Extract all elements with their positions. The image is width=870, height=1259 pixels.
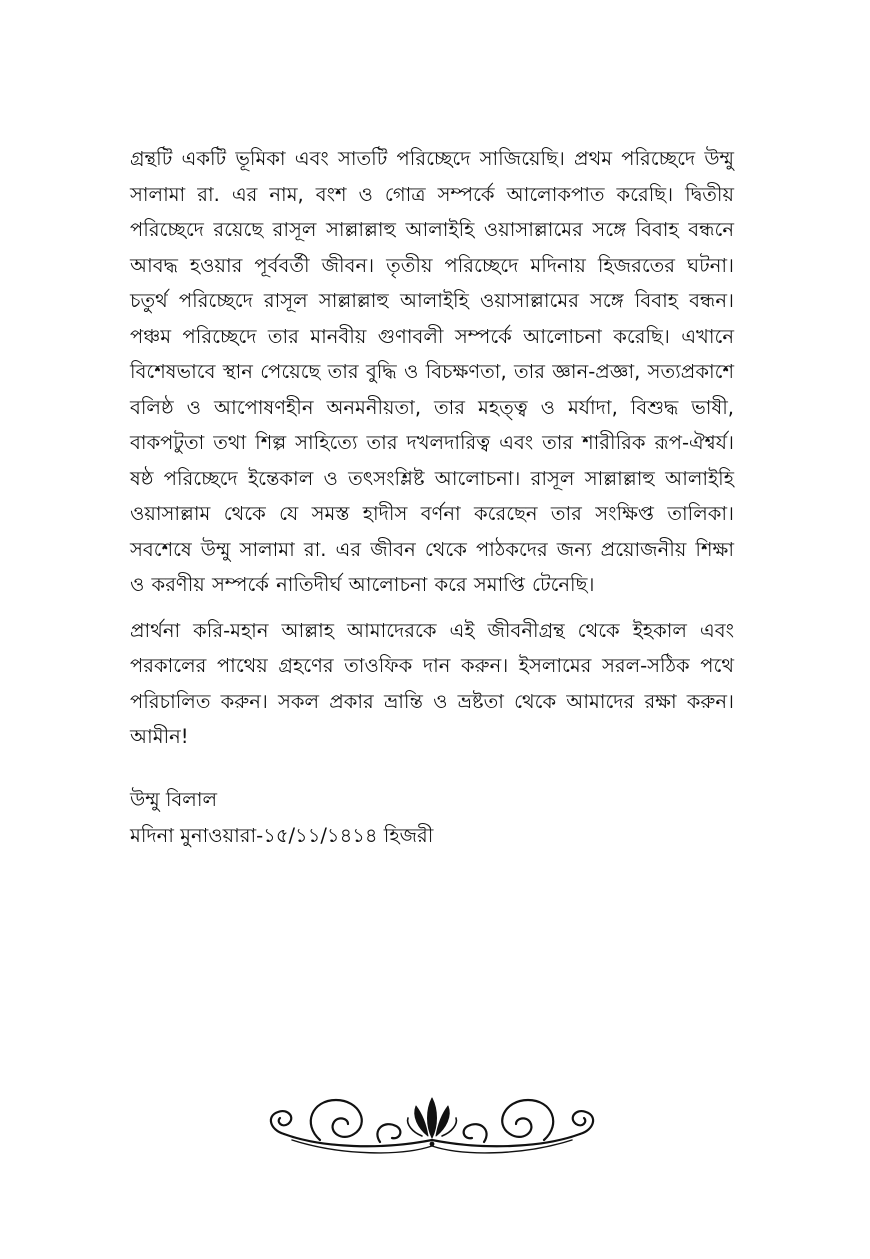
flourish-divider-icon [262,1090,602,1164]
paragraph-chapters-overview: গ্রন্থটি একটি ভূমিকা এবং সাতটি পরিচ্ছেদে সাজিয়েছি। প্রথম পরিচ্ছেদে উম্মু সালামা রা. এর নাম, বংশ ও গোত্র সম্পর্কে আলোকপাত করেছি। দ্বিতীয় পরিচ্ছেদে রয়েছে রাসূল সাল্লাল্লাহু আলাইহি ওয়াসাল্লামের সঙ্গে বিবাহ বন্ধনে আবদ্ধ হওয়ার পূর্ববর্তী জীবন। তৃতীয় পরিচ্ছেদে মদিনায় হিজরতের ঘটনা। চতুর্থ পরিচ্ছেদে রাসূল সাল্লাল্লাহু আলাইহি ওয়াসাল্লামের সঙ্গে বিবাহ বন্ধন। পঞ্চম পরিচ্ছেদে তার মানবীয় গুণাবলী সম্পর্কে আলোচনা করেছি। এখানে বিশেষভাবে স্থান পেয়েছে তার বুদ্ধি ও বিচক্ষণতা, তার জ্ঞান-প্রজ্ঞা, সত্যপ্রকাশে বলিষ্ঠ ও আপোষণহীন অনমনীয়তা, তার মহত্ত্ব ও মর্যাদা, বিশুদ্ধ ভাষী, বাকপটুতা তথা শিল্প সাহিত্যে তার দখলদারিত্ব এবং তার শারীরিক রূপ-ঐশ্বর্য। ষষ্ঠ পরিচ্ছেদে ইন্তেকাল ও তৎসংশ্লিষ্ট আলোচনা। রাসূল সাল্লাল্লাহু আলাইহি ওয়াসাল্লাম থেকে যে সমস্ত হাদীস বর্ণনা করেছেন তার সংক্ষিপ্ত তালিকা। সবশেষে উম্মু সালামা রা. এর জীবন থেকে পাঠকদের জন্য প্রয়োজনীয় শিক্ষা ও করণীয় সম্পর্কে নাতিদীর্ঘ আলোচনা করে সমাপ্তি টেনেছি। [130,147,734,596]
paragraph-prayer: প্রার্থনা করি-মহান আল্লাহ আমাদেরকে এই জীবনীগ্রন্থ থেকে ইহকাল এবং পরকালের পাথেয় গ্রহণের তাওফিক দান করুন। ইসলামের সরল-সঠিক পথে পরিচালিত করুন। সকল প্রকার ভ্রান্তি ও ভ্রষ্টতা থেকে আমাদের রক্ষা করুন। আমীন! [130,618,734,748]
signature-block [130,782,734,853]
place-date: মদিনা মুনাওয়ারা-১৫/১১/১৪১৪ হিজরী [130,823,434,847]
author-name: উম্মু বিলাল [130,788,218,811]
preface-body [130,141,734,755]
